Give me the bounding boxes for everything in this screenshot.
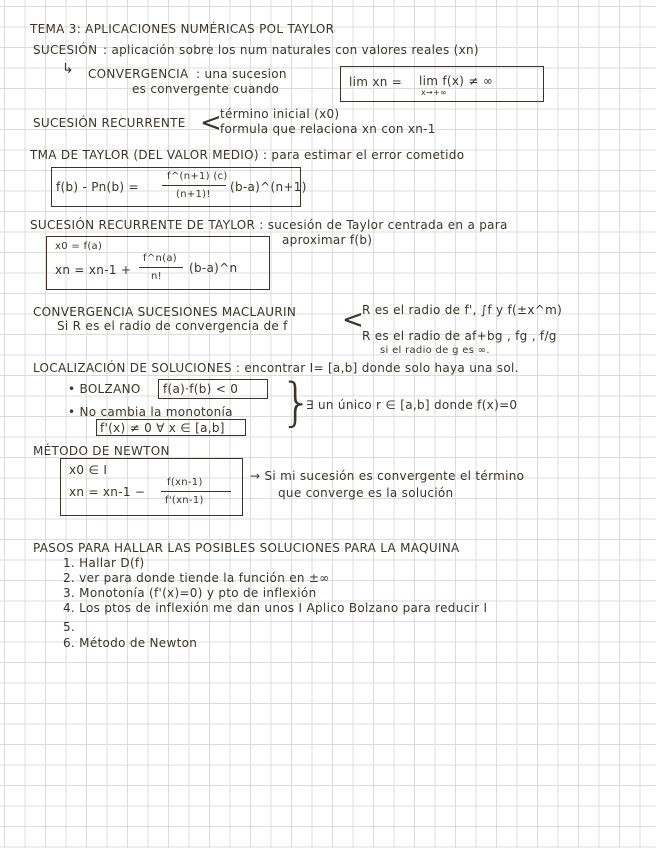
sucesion-label: SUCESIÓN [33, 43, 98, 57]
valor-medio-tail: (b-a)^(n+1) [230, 180, 307, 194]
monotonia-box [96, 419, 246, 436]
taylor-rec-line-1: x0 = f(a) [55, 241, 103, 252]
arrow-icon: ↳ [62, 61, 75, 77]
pasos-item-5: 5. [63, 620, 76, 634]
fraction-bar [161, 491, 231, 492]
newton-header: MÉTODO DE NEWTON [33, 444, 170, 458]
brace-icon: < [200, 108, 223, 138]
localizacion-header: LOCALIZACIÓN DE SOLUCIONES : encontrar I= [a,b] donde solo haya una sol. [33, 361, 519, 375]
pasos-header: PASOS PARA HALLAR LAS POSIBLES SOLUCIONES PARA LA MAQUINA [33, 541, 460, 555]
maclaurin-line: Si R es el radio de convergencia de f [57, 319, 288, 333]
valor-medio-box [51, 167, 307, 207]
fraction-bar [162, 185, 226, 186]
newton-line-1: x0 ∈ I [69, 463, 108, 477]
valor-medio-header: TMA DE TAYLOR (DEL VALOR MEDIO) : para estimar el error cometido [30, 148, 465, 162]
taylor-rec-header: SUCESIÓN RECURRENTE DE TAYLOR : sucesión de Taylor centrada en a para [30, 218, 508, 232]
taylor-rec-box [46, 236, 270, 290]
pasos-item-6: 6. Método de Newton [63, 636, 198, 650]
recurrente-label: SUCESIÓN RECURRENTE [33, 116, 186, 130]
brace-icon: < [342, 305, 365, 335]
taylor-rec-num: f^n(a) [143, 253, 177, 264]
convergencia-text-1: : una sucesion [196, 67, 287, 81]
fraction-bar [139, 267, 183, 268]
page-title: TEMA 3: APLICACIONES NUMÉRICAS POL TAYLOR [30, 22, 335, 36]
newton-box [60, 458, 243, 516]
maclaurin-header: CONVERGENCIA SUCESIONES MACLAURIN [33, 305, 297, 319]
taylor-rec-line-2: xn = xn-1 + [55, 263, 132, 277]
taylor-rec-den: n! [151, 271, 162, 282]
taylor-rec-tail: (b-a)^n [189, 261, 238, 275]
monotonia-line-1: • No cambia la monotonía [68, 405, 233, 419]
convergencia-label: CONVERGENCIA [88, 67, 189, 81]
pasos-item-4: 4. Los ptos de inflexión me dan unos I Aplico Bolzano para reducir I [63, 601, 488, 615]
brace-icon: } [280, 373, 314, 433]
newton-note-2: que converge es la solución [278, 486, 454, 500]
maclaurin-option-1: R es el radio de f', ∫f y f(±x^m) [362, 303, 563, 317]
valor-medio-den: (n+1)! [176, 189, 211, 200]
newton-den: f'(xn-1) [165, 495, 204, 506]
sucesion-definition: : aplicación sobre los num naturales con valores reales (xn) [103, 43, 479, 57]
newton-num: f(xn-1) [167, 477, 203, 488]
bolzano-formula: f(a)·f(b) < 0 [163, 382, 239, 396]
recurrente-item-2: formula que relaciona xn con xn-1 [220, 122, 436, 136]
limit-subscript: x→+∞ [421, 88, 448, 97]
convergencia-text-2: es convergente cuando [132, 82, 280, 96]
bolzano-box [158, 379, 268, 399]
newton-line-2: xn = xn-1 − [69, 485, 146, 499]
newton-note-1: → Si mi sucesión es convergente el término [250, 469, 525, 483]
monotonia-line-2: f'(x) ≠ 0 ∀ x ∈ [a,b] [100, 421, 225, 435]
limit-formula-box [340, 66, 544, 102]
taylor-rec-header-2: aproximar f(b) [282, 233, 373, 247]
pasos-item-2: 2. ver para donde tiende la función en ±∞ [63, 571, 330, 585]
maclaurin-option-3: si el radio de g es ∞. [380, 345, 490, 356]
recurrente-item-1: término inicial (x0) [220, 107, 340, 121]
localizacion-result: ∃ un único r ∈ [a,b] donde f(x)=0 [306, 398, 518, 412]
valor-medio-num: f^(n+1) (c) [167, 171, 228, 182]
limit-lhs: lim xn = [349, 75, 403, 89]
pasos-item-3: 3. Monotonía (f'(x)=0) y pto de inflexión [63, 586, 317, 600]
maclaurin-option-2: R es el radio de af+bg , fg , f/g [362, 329, 557, 343]
valor-medio-lhs: f(b) - Pn(b) = [56, 180, 139, 194]
pasos-item-1: 1. Hallar D(f) [63, 556, 145, 570]
limit-rhs: lim f(x) ≠ ∞ [419, 74, 494, 88]
bolzano-label: • BOLZANO [68, 382, 141, 396]
